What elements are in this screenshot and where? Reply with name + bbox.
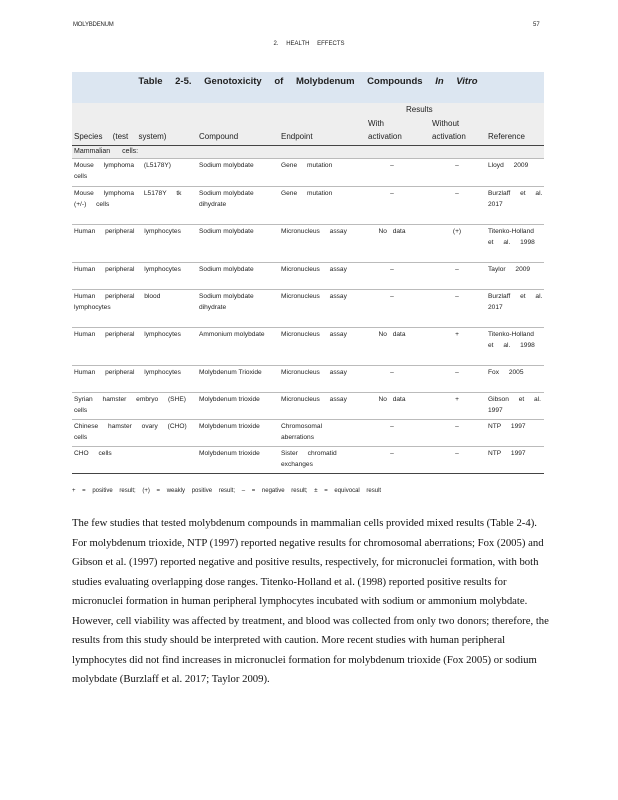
without-activation-cell: –	[455, 162, 459, 169]
compound-cell: Molybdenum Trioxide	[199, 369, 262, 376]
with-activation-cell: –	[390, 162, 394, 169]
with-activation-cell: –	[390, 369, 394, 376]
col-without-1: Without	[432, 119, 460, 128]
body-paragraph: The few studies that tested molybdenum compounds in mammalian cells provided mixed results (Table 2-4). For molybdenum trioxide, NTP (1997) reported negative results for chromosomal aberrations; Fox (2005) and Gibson et al. (1997) reported negative and positive results, respectively, for micronuclei formation, with both studies evaluating overlapping dose ranges. Titenko-Holland et al. (1998) reported positive results for micronuclei formation in human peripheral lymphocytes incubated with sodium or ammonium molybdate. However, cell viability was affected by treatment, and blood was collected from only two donors; therefore, the results from this study should be interpreted with caution. More recent studies with human peripheral lymphocytes did not find increases in micronuclei formation for molybdenum trioxide (Fox 2005) or sodium molybdate (Burzlaff et al. 2017; Taylor 2009).	[72, 517, 549, 685]
compound-cell: Molybdenum trioxide	[199, 423, 260, 430]
without-activation-cell: –	[455, 450, 459, 457]
without-activation-cell: –	[455, 266, 459, 273]
without-activation-cell: +	[455, 331, 459, 338]
reference-cell: Fox 2005	[488, 369, 524, 376]
reference-cell: NTP 1997	[488, 450, 526, 457]
table-row	[72, 328, 544, 366]
endpoint-cell: Micronucleus assay	[281, 369, 347, 376]
without-activation-cell: –	[455, 423, 459, 430]
genotoxicity-table	[72, 72, 544, 474]
reference-cell: Lloyd 2009	[488, 162, 529, 169]
reference-cell: Titenko-Holland et al. 1998	[488, 331, 535, 349]
group-label: Mammalian cells:	[72, 146, 544, 158]
endpoint-cell: Micronucleus assay	[281, 228, 347, 235]
table-row	[72, 393, 544, 420]
endpoint-cell: Gene mutation	[281, 190, 333, 197]
reference-cell: Titenko-Holland et al. 1998	[488, 228, 535, 246]
reference-cell: Burzlaff et al. 2017	[488, 293, 543, 311]
endpoint-cell: Micronucleus assay	[281, 396, 347, 403]
with-activation-cell: –	[390, 293, 394, 300]
compound-cell: Ammonium molybdate	[199, 331, 265, 338]
species-cell: Human peripheral lymphocytes	[74, 266, 181, 273]
endpoint-cell: Micronucleus assay	[281, 331, 347, 338]
reference-cell: Burzlaff et al. 2017	[488, 190, 543, 208]
species-cell: Human peripheral lymphocytes	[74, 228, 181, 235]
with-activation-cell: No data	[378, 228, 406, 235]
compound-cell: Molybdenum trioxide	[199, 396, 260, 403]
compound-cell: Molybdenum trioxide	[199, 450, 260, 457]
table-title	[72, 72, 544, 103]
col-species: Species (test system)	[74, 132, 167, 141]
with-activation-cell: No data	[378, 396, 406, 403]
table-row	[72, 420, 544, 447]
col-without-2: activation	[432, 132, 466, 141]
with-activation-cell: –	[390, 450, 394, 457]
endpoint-cell: Micronucleus assay	[281, 293, 347, 300]
endpoint-cell: Sister chromatid exchanges	[281, 450, 337, 468]
table-title-text: Table 2-5. Genotoxicity of Molybdenum Compounds	[138, 76, 423, 87]
reference-cell: NTP 1997	[488, 423, 526, 430]
compound-cell: Sodium molybdate	[199, 228, 254, 235]
species-cell: Mouse lymphoma L5178Y tk (+/-) cells	[74, 190, 182, 208]
col-reference: Reference	[488, 132, 525, 141]
table-row	[72, 290, 544, 328]
col-endpoint: Endpoint	[281, 132, 313, 141]
running-header-title: MOLYBDENUM	[73, 22, 114, 28]
table-row	[72, 263, 544, 290]
compound-cell: Sodium molybdate dihydrate	[199, 190, 254, 208]
compound-cell: Sodium molybdate dihydrate	[199, 293, 254, 311]
endpoint-cell: Gene mutation	[281, 162, 333, 169]
table-body	[72, 159, 544, 474]
table-row	[72, 447, 544, 474]
with-activation-cell: –	[390, 423, 394, 430]
endpoint-cell: Micronucleus assay	[281, 266, 347, 273]
with-activation-cell: No data	[378, 331, 406, 338]
compound-cell: Sodium molybdate	[199, 266, 254, 273]
table-title-italic: In Vitro	[435, 76, 478, 87]
table-footnote: + = positive result; (+) = weakly positive result; – = negative result; ± = equivocal result	[72, 488, 382, 494]
col-compound: Compound	[199, 132, 239, 141]
species-cell: Human peripheral lymphocytes	[74, 369, 181, 376]
without-activation-cell: –	[455, 369, 459, 376]
endpoint-cell: Chromosomal aberrations	[281, 423, 323, 441]
table-row	[72, 366, 544, 393]
col-with-2: activation	[368, 132, 402, 141]
table-row	[72, 225, 544, 263]
species-cell: Human peripheral lymphocytes	[74, 331, 181, 338]
table-row	[72, 159, 544, 187]
reference-cell: Gibson et al. 1997	[488, 396, 542, 414]
without-activation-cell: –	[455, 293, 459, 300]
page-number: 57	[533, 22, 540, 28]
with-activation-cell: –	[390, 266, 394, 273]
compound-cell: Sodium molybdate	[199, 162, 254, 169]
species-cell: Human peripheral blood lymphocytes	[74, 293, 161, 311]
table-row	[72, 187, 544, 225]
col-with-1: With	[368, 119, 384, 128]
species-cell: Syrian hamster embryo (SHE) cells	[74, 396, 186, 414]
table-header	[72, 103, 544, 145]
without-activation-cell: (+)	[452, 228, 462, 235]
species-cell: CHO cells	[74, 450, 112, 457]
species-cell: Mouse lymphoma (L5178Y) cells	[74, 162, 171, 180]
section-header: 2. HEALTH EFFECTS	[273, 41, 345, 47]
with-activation-cell: –	[390, 190, 394, 197]
without-activation-cell: +	[455, 396, 459, 403]
results-label: Results	[406, 105, 433, 114]
reference-cell: Taylor 2009	[488, 266, 531, 273]
species-cell: Chinese hamster ovary (CHO) cells	[74, 423, 187, 441]
without-activation-cell: –	[455, 190, 459, 197]
